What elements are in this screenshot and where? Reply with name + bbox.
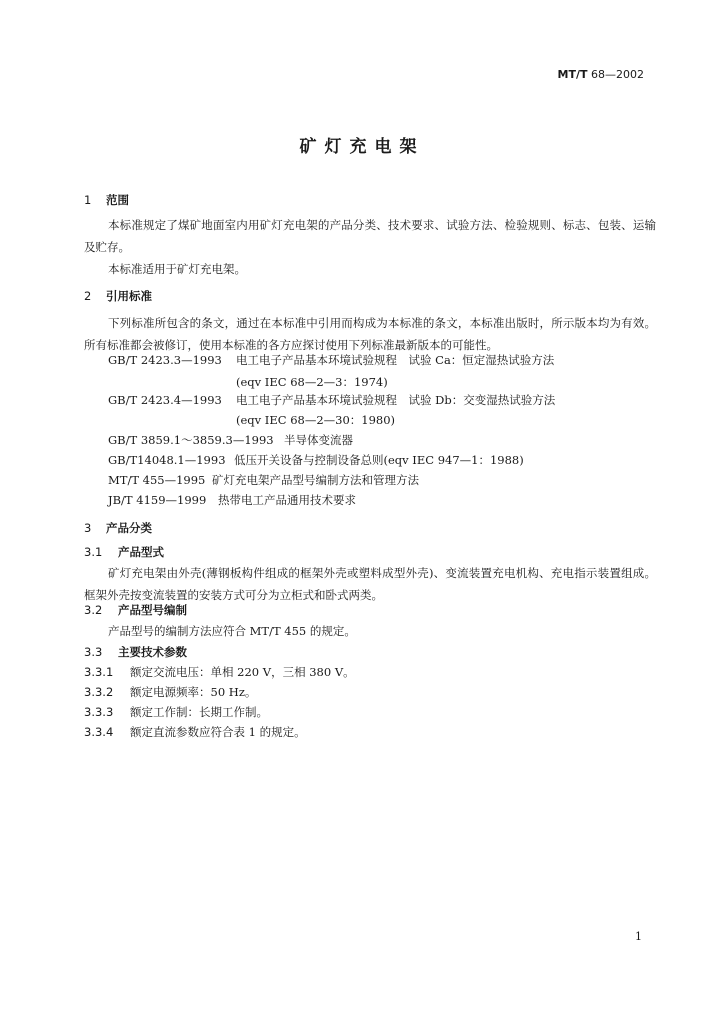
section-3-3-heading: 3.3 主要技术参数 — [84, 645, 187, 659]
section-3-heading: 3 产品分类 — [84, 521, 152, 535]
reference-item: GB/T 2423.3—1993 电工电子产品基本环境试验规程 试验 Ca：恒定湿热试验方法 — [108, 353, 555, 367]
reference-item: MT/T 455—1995 矿灯充电架产品型号编制方法和管理方法 — [108, 473, 419, 487]
reference-item: GB/T14048.1—1993 低压开关设备与控制设备总则(eqv IEC 947—1：1988) — [108, 453, 524, 467]
document-title: 矿灯充电架 — [299, 137, 425, 157]
parameter-item: 3.3.2 额定电源频率：50 Hz。 — [84, 685, 257, 699]
parameter-item: 3.3.4 额定直流参数应符合表 1 的规定。 — [84, 725, 306, 739]
section-2-heading: 2 引用标准 — [84, 289, 152, 303]
parameter-item: 3.3.3 额定工作制：长期工作制。 — [84, 705, 268, 719]
page-number: 1 — [635, 930, 642, 943]
section-1-paragraph-1: 本标准规定了煤矿地面室内用矿灯充电架的产品分类、技术要求、试验方法、检验规则、标志、包装、运输及贮存。 — [84, 218, 656, 254]
section-3-1-heading: 3.1 产品型式 — [84, 545, 164, 559]
parameter-item: 3.3.1 额定交流电压：单相 220 V，三相 380 V。 — [84, 665, 355, 679]
standard-number: MT/T 68—2002 — [557, 68, 644, 81]
reference-item: JB/T 4159—1999 热带电工产品通用技术要求 — [108, 493, 356, 507]
section-1-paragraph-2: 本标准适用于矿灯充电架。 — [108, 262, 246, 276]
reference-eqv: (eqv IEC 68—2—3：1974) — [236, 375, 388, 389]
reference-eqv: (eqv IEC 68—2—30：1980) — [236, 413, 396, 427]
section-3-1-paragraph: 矿灯充电架由外壳(薄钢板构件组成的框架外壳或塑料成型外壳)、变流装置充电机构、充电指示装置组成。框架外壳按变流装置的安装方式可分为立柜式和卧式两类。 — [84, 566, 656, 602]
section-1-heading: 1 范围 — [84, 193, 129, 207]
section-3-2-paragraph: 产品型号的编制方法应符合 MT/T 455 的规定。 — [108, 624, 356, 638]
section-2-intro: 下列标准所包含的条文，通过在本标准中引用而构成为本标准的条文，本标准出版时，所示版本均为有效。所有标准都会被修订，使用本标准的各方应探讨使用下列标准最新版本的可能性。 — [84, 316, 656, 352]
reference-item: GB/T 3859.1～3859.3—1993 半导体变流器 — [108, 433, 353, 447]
section-3-2-heading: 3.2 产品型号编制 — [84, 603, 187, 617]
reference-item: GB/T 2423.4—1993 电工电子产品基本环境试验规程 试验 Db：交变湿热试验方法 — [108, 393, 556, 407]
